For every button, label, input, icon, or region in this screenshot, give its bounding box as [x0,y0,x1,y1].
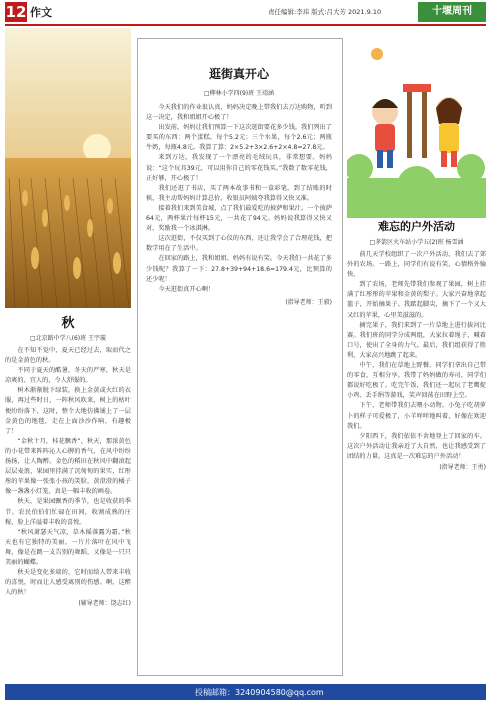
paragraph: 前几天学校组织了一次户外活动，我们去了郊外的农场。一路上，同学们有说有笑，心情格外愉快。 [347,251,486,279]
section-title: 作文 [30,6,52,19]
paragraph: 今天逛街真开心啊！ [158,285,215,293]
paragraph: 秋天，是果园飘香的季节，也是收获的季节。农民伯伯们忙碌在田间，收割成熟的庄稼，脸上洋溢着丰收的喜悦。 [5,498,131,526]
newspaper-brand: 十堰周刊 [418,2,486,22]
article-outdoor [347,28,486,676]
paragraph: 在不知不觉中，夏天已经过去，取而代之的是金黄色的秋。 [5,347,131,365]
article-editor: (辅导老师：饶志红) [78,600,131,608]
paragraph: 我们还逛了书店，买了两本故事书和一盒彩笔。到了结账的时候，我主动帮妈妈计算总价，收银员阿姨夸我算得又快又准。 [146,184,332,202]
article-byline: □茅箭区火车站小学五(2)班 杨雪涵 [369,239,464,246]
editor-meta: 责任编辑:李玮 版式:吕大芳 2021.9.10 [268,8,382,16]
paragraph: 这次逛街，不仅买到了心仪的东西，还让我学会了合理花钱，把数学用在了生活中。 [146,235,332,253]
article-editor: (指导老师：王勇) [439,463,486,471]
page-number: 12 [5,3,27,21]
paragraph: 来到万达，我发现了一个漂亮的毛绒玩具，非常想要。妈妈说：“这个玩具39元，可以用你自己的零花钱买。”我数了数零花钱，正好够，开心极了！ [146,154,332,182]
article-autumn [5,28,131,676]
kids-illustration [347,28,486,218]
article-title: 秋 [61,316,75,331]
paragraph: 中午，我们在草地上野餐。同学们拿出自己带的零食，互相分享。我带了妈妈做的寿司，同学们都说好吃极了。吃完午饭，我们还一起玩了老鹰捉小鸡、丢手绢等游戏，笑声回荡在田野上空。 [347,362,486,400]
page-footer [0,680,491,703]
submission-email: 投稿邮箱：3240904580@qq.com [195,688,324,697]
paragraph: 下午，老师带我们去喂小动物。小兔子吃胡萝卜的样子可爱极了，小羊咩咩地叫着，好像在欢迎我们。 [347,402,486,430]
paragraph: 夕阳西下，我们依依不舍地登上了回家的车。这次户外活动让我亲近了大自然，也让我感受到了团结的力量。这真是一次难忘的户外活动！ [347,432,486,460]
paragraph: 在回家的路上，我和姐姐、妈妈有说有笑。今天我们一共花了多少钱呢？我算了一下：27.8+39+94+18.6=179.4元，比预算的还少呢！ [146,255,332,283]
paragraph: 到了农场，老师先带我们参观了果园，树上挂满了红彤彤的苹果和金黄的梨子。大家兴奋地拿起篮子，开始摘果子。我踮起脚尖，摘下了一个又大又红的苹果，心里美滋滋的。 [347,281,486,319]
paragraph: 接着我们来到美食城，点了我们最爱吃的披萨和果汁。一个披萨64元，两杯果汁每杯15元，一共花了94元。妈妈说我算得又快又对，奖励我一个冰淇淋。 [146,204,332,233]
paragraph: 秋天是变化多端的，它时而给人带来丰收的喜悦，时而让人感受离别的伤感。啊，这醉人的秋！ [5,569,131,597]
article-byline: □北京路中学八(6)班 王宇璇 [29,335,107,342]
paragraph: 不同于夏天的酷暑，冬天的严寒，秋天是凉爽的、宜人的，令人舒服的。 [5,367,131,385]
header-divider [5,24,486,26]
article-byline: □柳林小学四(9)班 王靖涵 [203,90,275,97]
page-header [0,0,491,26]
article-title: 难忘的户外活动 [378,220,455,233]
paragraph: 今天我们的作业很认真，妈妈决定晚上带我们去万达购物，听到这一决定，我和姐姐开心极了！ [146,104,332,122]
paragraph: “金秋十月，桂花飘香”，秋天，那浓黄色的小花带来阵阵沁人心脾的香气，在风中纷纷扬扬，让人陶醉。金色的稻田在秋风中翻滚起层层麦浪，果园里挂满了沉甸甸的果实，红彤彤的苹果像一张张小孩的笑脸，黄澄澄的橘子像一盏盏小灯笼，真是一幅丰收的画卷。 [5,437,131,496]
article-editor: (指导老师：王毅) [285,298,332,306]
article-title: 逛街真开心 [208,67,269,81]
article-shopping-frame [137,38,343,676]
paragraph: 出发前，妈妈让我们预算一下这次逛街要花多少钱。我们列出了要买的东西：两个蛋糕，每个5.2元；三个水果，每个2.6元；两瓶牛奶，每瓶4.8元。我算了算：2×5.2+3×2.6+2×4.8=27.8元。 [146,124,332,152]
autumn-field-image [5,28,131,308]
paragraph: “秋风萧瑟天气凉，草木摇落露为霜。”秋天也有它独特的美丽，一片片落叶在风中飞舞，像是在跳一支告别的舞蹈，又像是一只只美丽的蝴蝶。 [5,528,131,566]
paragraph: 摘完果子，我们来到了一片草地上进行拔河比赛。我们班的同学分成两组，大家拉着绳子，喊着口号，使出了全身的力气。最后，我们组获得了胜利，大家高兴地跳了起来。 [347,321,486,359]
paragraph: 树木渐渐脱下绿装，换上金黄或火红的衣服，再过些时日，一阵秋风吹来，树上的枯叶便纷纷落下，这时，整个大地仿佛铺上了一层金黄色的地毯，走在上面沙沙作响，有趣极了！ [5,387,131,435]
